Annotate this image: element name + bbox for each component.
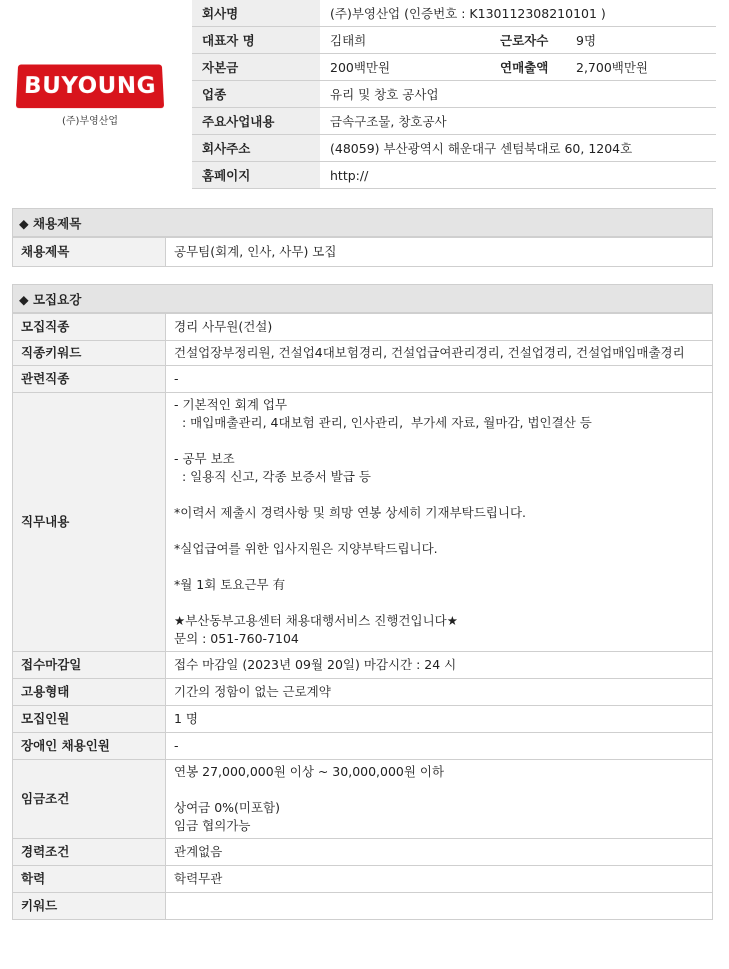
revenue-label: 연매출액 (490, 54, 566, 81)
employees-label: 근로자수 (490, 27, 566, 54)
employment-type-value: 기간의 정함이 없는 근로계약 (166, 679, 713, 706)
career-value: 관계없음 (166, 839, 713, 866)
homepage-label: 홈페이지 (192, 162, 320, 189)
disabled-hire-value: - (166, 733, 713, 760)
job-title-heading: ◆ 채용제목 (12, 208, 713, 237)
company-row-name (192, 0, 716, 27)
employees-value: 9명 (566, 27, 716, 54)
recruit-table (12, 313, 713, 920)
wage-label: 임금조건 (13, 760, 166, 839)
duties-label: 직무내용 (13, 393, 166, 652)
table-row (13, 866, 713, 893)
table-row (13, 238, 713, 267)
capital-value: 200백만원 (320, 54, 490, 81)
homepage-link[interactable]: http:// (320, 162, 716, 189)
career-label: 경력조건 (13, 839, 166, 866)
disabled-hire-label: 장애인 채용인원 (13, 733, 166, 760)
company-row-ceo (192, 27, 716, 54)
table-row (13, 733, 713, 760)
revenue-value: 2,700백만원 (566, 54, 716, 81)
table-row (13, 314, 713, 341)
industry-value: 유리 및 창호 공사업 (320, 81, 716, 108)
address-value: (48059) 부산광역시 해운대구 센텀북대로 60, 1204호 (320, 135, 716, 162)
job-title-value: 공무팀(회계, 인사, 사무) 모집 (166, 238, 713, 267)
duties-value: - 기본적인 회계 업무 : 매입매출관리, 4대보험 관리, 인사관리, 부가세 자료, 월마감, 법인결산 등 - 공무 보조 : 일용직 신고, 각종 보증서 발급 등 *이력서 제출시 경력사항 및 희망 연봉 상세히 기재부탁드립니다. *실업급여를 위한 입사지원은 지양부탁드립니다. *월 1회 토요근무 有 ★부산동부고용센터 채용대행서비스 진행건입니다★ 문의 : 051-760-7104 (166, 393, 713, 652)
table-row (13, 652, 713, 679)
address-label: 회사주소 (192, 135, 320, 162)
recruit-heading: ◆ 모집요강 (12, 284, 713, 313)
logo-subtitle: (주)부영산업 (61, 116, 119, 127)
headcount-label: 모집인원 (13, 706, 166, 733)
company-logo (17, 64, 163, 127)
table-row (13, 366, 713, 393)
education-value: 학력무관 (166, 866, 713, 893)
company-name-label: 회사명 (192, 0, 320, 27)
headcount-value: 1 명 (166, 706, 713, 733)
occupation-value: 경리 사무원(건설) (166, 314, 713, 341)
keywords-value (166, 893, 713, 920)
job-title-section (12, 208, 713, 267)
company-row-business (192, 108, 716, 135)
company-row-industry (192, 81, 716, 108)
job-title-label: 채용제목 (13, 238, 166, 267)
company-name-value: (주)부영산업 (인증번호 : K130112308210101 ) (320, 0, 716, 27)
ceo-value: 김태희 (320, 27, 490, 54)
table-row (13, 760, 713, 839)
company-row-capital (192, 54, 716, 81)
wage-value: 연봉 27,000,000원 이상 ~ 30,000,000원 이하 상여금 0%(미포함) 임금 협의가능 (166, 760, 713, 839)
related-occupation-value: - (166, 366, 713, 393)
table-row (13, 341, 713, 366)
occupation-label: 모집직종 (13, 314, 166, 341)
deadline-label: 접수마감일 (13, 652, 166, 679)
business-value: 금속구조물, 창호공사 (320, 108, 716, 135)
company-info-table (192, 0, 716, 189)
job-title-table (12, 237, 713, 267)
business-label: 주요사업내용 (192, 108, 320, 135)
deadline-value: 접수 마감일 (2023년 09월 20일) 마감시간 : 24 시 (166, 652, 713, 679)
table-row (13, 393, 713, 652)
logo-badge: BUYOUNG (16, 65, 164, 109)
keyword-occupation-label: 직종키워드 (13, 341, 166, 366)
company-header (0, 0, 729, 200)
industry-label: 업종 (192, 81, 320, 108)
table-row (13, 839, 713, 866)
company-row-homepage (192, 162, 716, 189)
recruit-section (12, 284, 713, 920)
keywords-label: 키워드 (13, 893, 166, 920)
table-row (13, 679, 713, 706)
employment-type-label: 고용형태 (13, 679, 166, 706)
table-row (13, 706, 713, 733)
education-label: 학력 (13, 866, 166, 893)
ceo-label: 대표자 명 (192, 27, 320, 54)
related-occupation-label: 관련직종 (13, 366, 166, 393)
company-row-address (192, 135, 716, 162)
table-row (13, 893, 713, 920)
keyword-occupation-value: 건설업장부정리원, 건설업4대보험경리, 건설업급여관리경리, 건설업경리, 건설업매입매출경리 (166, 341, 713, 366)
capital-label: 자본금 (192, 54, 320, 81)
